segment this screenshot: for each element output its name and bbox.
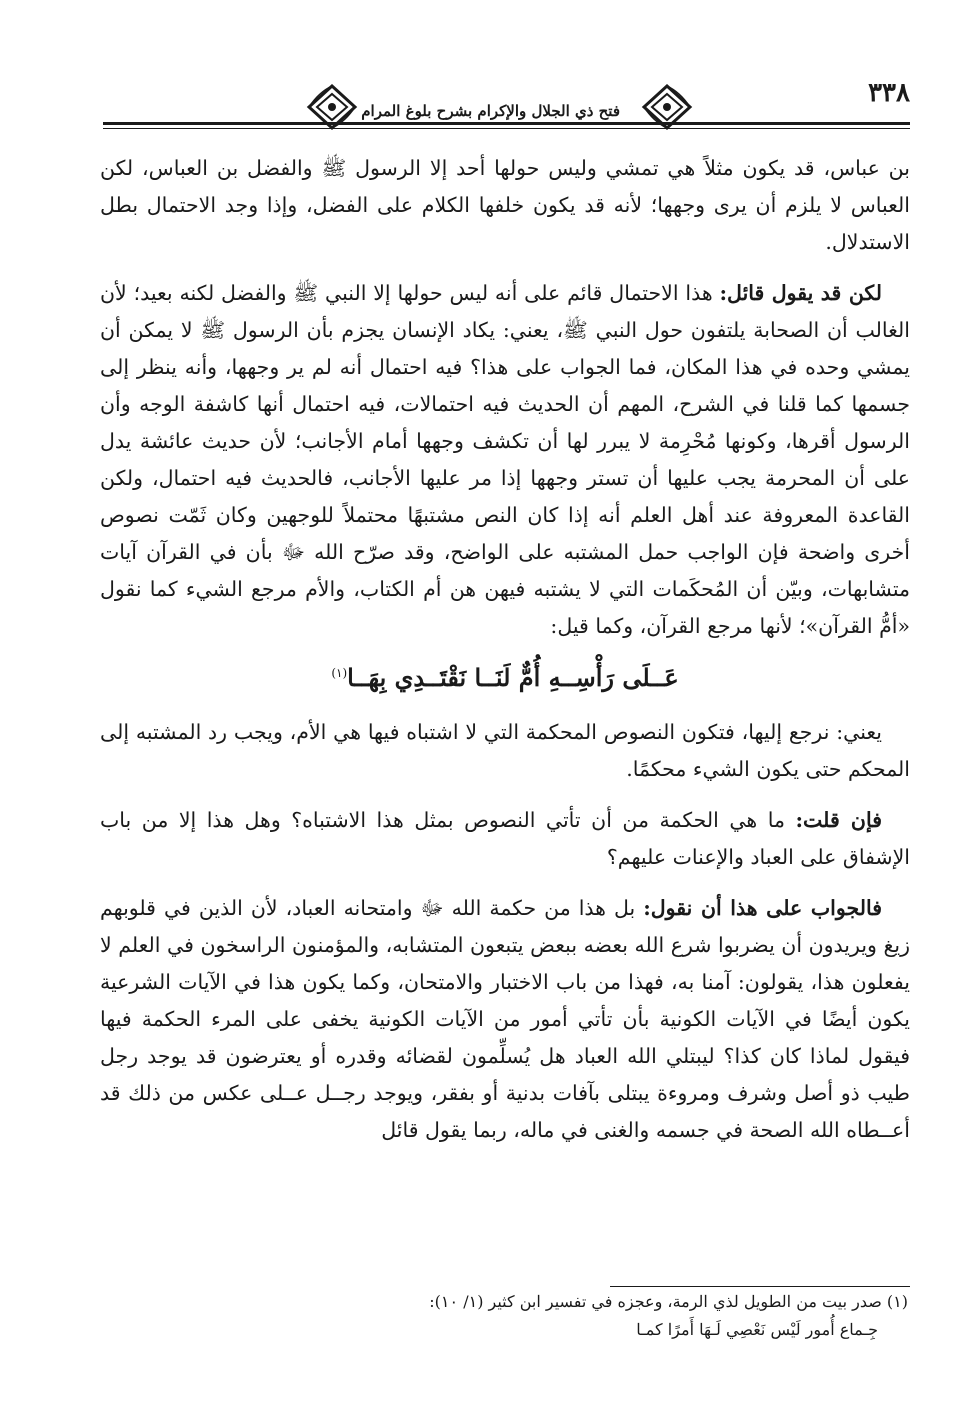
footnote-1-verse: جِـماع أُمور لَيْس نَعْصِي لَـهَا أَمرًا كمـا xyxy=(636,1320,878,1339)
paragraph-2-text: هذا الاحتمال قائم على أنه ليس حولها إلا النبي ﷺ والفضل لكنه بعيد؛ لأن الغالب أن الصحابة يلتفون حول النبي ﷺ، يعني: يكاد الإنسان يجزم بأن الرسول ﷺ لا يمكن أن يمشي وحده في هذا المكان، فما الجواب على هذا؟ فيه احتمال أنه لم ير وجهها، وأنه ينظر إلى جسمها كما قلنا في الشرح، المهم أن الحديث فيه احتمالات، فيه احتمال أنها كاشفة الوجه وأن الرسول أقرها، وكونها مُحْرِمة لا يبرر لها أن تكشف وجهها أمام الأجانب؛ لأن حديث عائشة يدل على أن المحرمة يجب عليها أن تستر وجهها إذا مر عليها الأجانب، فالحديث فيه احتمال، ولكن القاعدة المعروفة عند أهل العلم أنه إذا كان النص مشتبهًا محتملاً للوجهين وكان ثَمّت نصوص أخرى واضحة فإن الواجب حمل المشتبه على الواضح، وقد صرّح الله ﷻ بأن في القرآن آيات متشابهات، وبيّن أن المُحكَمات التي لا يشتبه فيهن هن أم الكتاب، والأم مرجع الشيء كما نقول «أمُّ القرآن»؛ لأنها مرجع القرآن، وكما قيل: xyxy=(100,281,910,638)
paragraph-2-lead: لكن قد يقول قائل: xyxy=(719,281,882,305)
paragraph-2 xyxy=(100,275,910,645)
paragraph-1: بن عباس، قد يكون مثلاً هي تمشي وليس حولها أحد إلا الرسول ﷺ والفضل بن العباس، لكن العباس لا يلزم أن يرى وجهها؛ لأنه قد يكون خلفها الكلام على الفضل، وإذا وجد الاحتمال بطل الاستدلال. xyxy=(100,156,910,254)
page-body xyxy=(100,150,910,1163)
footnote-marker: (١) xyxy=(331,666,348,680)
header-rule-thin xyxy=(103,128,910,129)
header-rule xyxy=(103,122,910,125)
paragraph-4 xyxy=(100,802,910,876)
page-header xyxy=(95,72,910,142)
footnote-1: (١) صدر بيت من الطويل لذي الرمة، وعجزه في تفسير ابن كثير (١/ ١٠): xyxy=(429,1292,908,1311)
paragraph-5-text: بل هذا من حكمة الله ﷻ وامتحانه العباد، لأن الذين في قلوبهم زيغ ويريدون أن يضربوا شرع الله بعضه ببعض يتبعون المتشابه، والمؤمنون الراسخون في العلم لا يفعلون هذا، يقولون: آمنا به، فهذا من باب الاختبار والامتحان، وكما يكون هذا في الآيات الشرعية يكون أيضًا في الآيات الكونية بأن تأتي أمور من الآيات الكونية يخفى على المرء الحكمة فيها فيقول لماذا كان كذا؟ ليبتلي الله العباد هل يُسلِّمون لقضائه وقدره أو يعترضون قد يوجد رجل طيب ذو أصل وشرف ومروءة يبتلى بآفات بدنية أو بفقر، ويوجد رجــل عــلى عكس من ذلك قد أعــطاه الله الصحة في جسمه والغنى في ماله، ربما يقول قائل xyxy=(100,896,910,1142)
paragraph-4-lead: فإن قلت: xyxy=(795,808,882,832)
paragraph-5 xyxy=(100,890,910,1149)
paragraph-3: يعني: نرجع إليها، فتكون النصوص المحكمة التي لا اشتباه فيها هي الأم، ويجب رد المشتبه إلى المحكم حتى يكون الشيء محكمًا. xyxy=(100,720,910,781)
page-number: ٣٣٨ xyxy=(868,78,910,108)
verse-text: عَــلَى رَأْسِــهِ أُمٌّ لَنَــا نَقْتَــدِي بِهَــا xyxy=(347,663,679,692)
poetry-verse xyxy=(100,655,910,696)
book-title: فتح ذي الجلال والإكرام بشرح بلوغ المرام xyxy=(361,102,620,120)
paragraph-5-lead: فالجواب على هذا أن نقول: xyxy=(643,896,882,920)
paragraph-4-text: ما هي الحكمة من أن تأتي النصوص بمثل هذا الاشتباه؟ وهل هذا إلا من باب الإشفاق على العباد والإعنات عليهم؟ xyxy=(100,808,910,869)
footnote-separator xyxy=(610,1286,910,1287)
footnotes xyxy=(108,1288,908,1344)
